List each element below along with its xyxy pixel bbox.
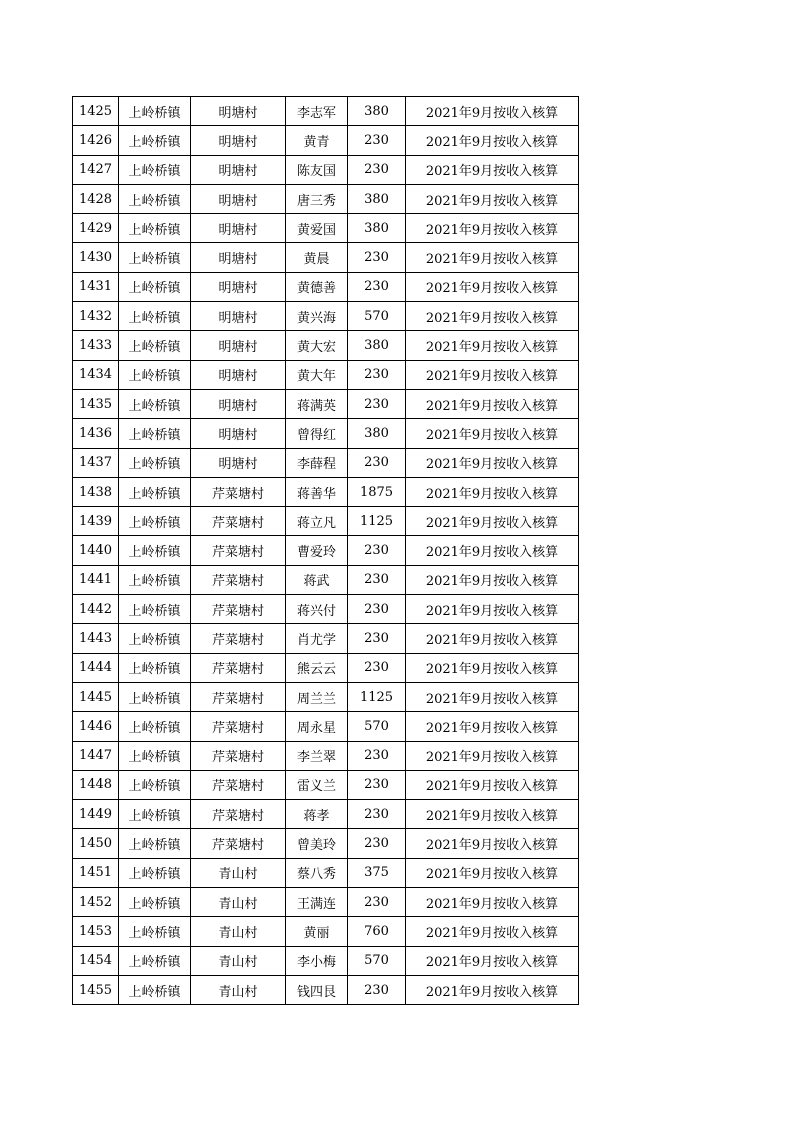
table-row (73, 682, 579, 711)
village-cell: 明塘村 (191, 360, 286, 389)
name-cell: 黄丽 (286, 917, 348, 946)
village-cell: 青山村 (191, 946, 286, 975)
table-row (73, 800, 579, 829)
note-cell: 2021年9月按收入核算 (406, 477, 579, 506)
amount-cell: 230 (348, 126, 406, 155)
village-cell: 芹菜塘村 (191, 682, 286, 711)
amount-cell: 1125 (348, 507, 406, 536)
table-row (73, 536, 579, 565)
town-cell: 上岭桥镇 (119, 770, 191, 799)
name-cell: 蒋兴付 (286, 595, 348, 624)
town-cell: 上岭桥镇 (119, 477, 191, 506)
town-cell: 上岭桥镇 (119, 126, 191, 155)
row-number-cell: 1425 (73, 97, 119, 126)
name-cell: 李薛程 (286, 448, 348, 477)
row-number-cell: 1434 (73, 360, 119, 389)
village-cell: 明塘村 (191, 419, 286, 448)
row-number-cell: 1426 (73, 126, 119, 155)
amount-cell: 760 (348, 917, 406, 946)
village-cell: 芹菜塘村 (191, 565, 286, 594)
village-cell: 青山村 (191, 888, 286, 917)
table-row (73, 595, 579, 624)
row-number-cell: 1454 (73, 946, 119, 975)
table-row (73, 741, 579, 770)
note-cell: 2021年9月按收入核算 (406, 800, 579, 829)
table-row (73, 97, 579, 126)
name-cell: 陈友国 (286, 155, 348, 184)
village-cell: 明塘村 (191, 214, 286, 243)
amount-cell: 230 (348, 624, 406, 653)
amount-cell: 230 (348, 800, 406, 829)
table-body (73, 97, 579, 1005)
name-cell: 黄兴海 (286, 302, 348, 331)
town-cell: 上岭桥镇 (119, 917, 191, 946)
table-row (73, 302, 579, 331)
name-cell: 周兰兰 (286, 682, 348, 711)
amount-cell: 570 (348, 302, 406, 331)
town-cell: 上岭桥镇 (119, 800, 191, 829)
name-cell: 蒋立凡 (286, 507, 348, 536)
amount-cell: 380 (348, 331, 406, 360)
town-cell: 上岭桥镇 (119, 97, 191, 126)
note-cell: 2021年9月按收入核算 (406, 184, 579, 213)
town-cell: 上岭桥镇 (119, 858, 191, 887)
table-row (73, 331, 579, 360)
table-row (73, 214, 579, 243)
name-cell: 蒋满英 (286, 389, 348, 418)
amount-cell: 570 (348, 712, 406, 741)
row-number-cell: 1455 (73, 975, 119, 1004)
town-cell: 上岭桥镇 (119, 682, 191, 711)
row-number-cell: 1445 (73, 682, 119, 711)
note-cell: 2021年9月按收入核算 (406, 565, 579, 594)
amount-cell: 375 (348, 858, 406, 887)
name-cell: 黄德善 (286, 272, 348, 301)
row-number-cell: 1444 (73, 653, 119, 682)
row-number-cell: 1427 (73, 155, 119, 184)
row-number-cell: 1429 (73, 214, 119, 243)
town-cell: 上岭桥镇 (119, 946, 191, 975)
amount-cell: 230 (348, 536, 406, 565)
note-cell: 2021年9月按收入核算 (406, 389, 579, 418)
table-row (73, 858, 579, 887)
row-number-cell: 1453 (73, 917, 119, 946)
note-cell: 2021年9月按收入核算 (406, 975, 579, 1004)
village-cell: 明塘村 (191, 97, 286, 126)
town-cell: 上岭桥镇 (119, 419, 191, 448)
village-cell: 明塘村 (191, 331, 286, 360)
amount-cell: 230 (348, 389, 406, 418)
town-cell: 上岭桥镇 (119, 243, 191, 272)
amount-cell: 230 (348, 888, 406, 917)
name-cell: 蒋武 (286, 565, 348, 594)
amount-cell: 230 (348, 741, 406, 770)
note-cell: 2021年9月按收入核算 (406, 155, 579, 184)
amount-cell: 380 (348, 214, 406, 243)
amount-cell: 230 (348, 829, 406, 858)
town-cell: 上岭桥镇 (119, 829, 191, 858)
town-cell: 上岭桥镇 (119, 975, 191, 1004)
name-cell: 熊云云 (286, 653, 348, 682)
village-cell: 芹菜塘村 (191, 712, 286, 741)
note-cell: 2021年9月按收入核算 (406, 331, 579, 360)
village-cell: 明塘村 (191, 272, 286, 301)
note-cell: 2021年9月按收入核算 (406, 946, 579, 975)
name-cell: 黄爱国 (286, 214, 348, 243)
amount-cell: 380 (348, 419, 406, 448)
row-number-cell: 1447 (73, 741, 119, 770)
note-cell: 2021年9月按收入核算 (406, 126, 579, 155)
amount-cell: 230 (348, 243, 406, 272)
name-cell: 曹爱玲 (286, 536, 348, 565)
note-cell: 2021年9月按收入核算 (406, 214, 579, 243)
row-number-cell: 1439 (73, 507, 119, 536)
table-row (73, 419, 579, 448)
table-row (73, 770, 579, 799)
table-row (73, 653, 579, 682)
row-number-cell: 1431 (73, 272, 119, 301)
table-row (73, 829, 579, 858)
name-cell: 黄晨 (286, 243, 348, 272)
town-cell: 上岭桥镇 (119, 155, 191, 184)
amount-cell: 230 (348, 565, 406, 594)
village-cell: 明塘村 (191, 126, 286, 155)
name-cell: 王满连 (286, 888, 348, 917)
data-table (72, 96, 579, 1005)
village-cell: 芹菜塘村 (191, 624, 286, 653)
name-cell: 黄青 (286, 126, 348, 155)
amount-cell: 230 (348, 360, 406, 389)
table-row (73, 389, 579, 418)
row-number-cell: 1436 (73, 419, 119, 448)
table-row (73, 360, 579, 389)
note-cell: 2021年9月按收入核算 (406, 360, 579, 389)
note-cell: 2021年9月按收入核算 (406, 829, 579, 858)
village-cell: 明塘村 (191, 184, 286, 213)
name-cell: 雷义兰 (286, 770, 348, 799)
note-cell: 2021年9月按收入核算 (406, 770, 579, 799)
town-cell: 上岭桥镇 (119, 565, 191, 594)
town-cell: 上岭桥镇 (119, 448, 191, 477)
name-cell: 唐三秀 (286, 184, 348, 213)
note-cell: 2021年9月按收入核算 (406, 97, 579, 126)
table-row (73, 155, 579, 184)
table-row (73, 184, 579, 213)
amount-cell: 1875 (348, 477, 406, 506)
village-cell: 芹菜塘村 (191, 507, 286, 536)
town-cell: 上岭桥镇 (119, 507, 191, 536)
village-cell: 青山村 (191, 975, 286, 1004)
note-cell: 2021年9月按收入核算 (406, 653, 579, 682)
town-cell: 上岭桥镇 (119, 302, 191, 331)
village-cell: 明塘村 (191, 243, 286, 272)
note-cell: 2021年9月按收入核算 (406, 419, 579, 448)
name-cell: 曾美玲 (286, 829, 348, 858)
table-row (73, 888, 579, 917)
name-cell: 李兰翠 (286, 741, 348, 770)
name-cell: 肖尤学 (286, 624, 348, 653)
village-cell: 芹菜塘村 (191, 653, 286, 682)
amount-cell: 570 (348, 946, 406, 975)
town-cell: 上岭桥镇 (119, 360, 191, 389)
town-cell: 上岭桥镇 (119, 624, 191, 653)
town-cell: 上岭桥镇 (119, 536, 191, 565)
note-cell: 2021年9月按收入核算 (406, 272, 579, 301)
row-number-cell: 1435 (73, 389, 119, 418)
amount-cell: 230 (348, 595, 406, 624)
village-cell: 芹菜塘村 (191, 829, 286, 858)
name-cell: 周永星 (286, 712, 348, 741)
amount-cell: 230 (348, 272, 406, 301)
name-cell: 蒋善华 (286, 477, 348, 506)
name-cell: 曾得红 (286, 419, 348, 448)
row-number-cell: 1450 (73, 829, 119, 858)
note-cell: 2021年9月按收入核算 (406, 712, 579, 741)
note-cell: 2021年9月按收入核算 (406, 682, 579, 711)
amount-cell: 230 (348, 155, 406, 184)
table-row (73, 712, 579, 741)
town-cell: 上岭桥镇 (119, 331, 191, 360)
town-cell: 上岭桥镇 (119, 184, 191, 213)
name-cell: 李志军 (286, 97, 348, 126)
table-row (73, 507, 579, 536)
note-cell: 2021年9月按收入核算 (406, 595, 579, 624)
note-cell: 2021年9月按收入核算 (406, 741, 579, 770)
row-number-cell: 1449 (73, 800, 119, 829)
town-cell: 上岭桥镇 (119, 712, 191, 741)
town-cell: 上岭桥镇 (119, 653, 191, 682)
amount-cell: 230 (348, 975, 406, 1004)
row-number-cell: 1448 (73, 770, 119, 799)
row-number-cell: 1437 (73, 448, 119, 477)
village-cell: 芹菜塘村 (191, 477, 286, 506)
amount-cell: 230 (348, 653, 406, 682)
note-cell: 2021年9月按收入核算 (406, 448, 579, 477)
table-row (73, 272, 579, 301)
village-cell: 芹菜塘村 (191, 536, 286, 565)
name-cell: 黄大宏 (286, 331, 348, 360)
village-cell: 芹菜塘村 (191, 800, 286, 829)
table-row (73, 917, 579, 946)
row-number-cell: 1451 (73, 858, 119, 887)
name-cell: 钱四艮 (286, 975, 348, 1004)
town-cell: 上岭桥镇 (119, 389, 191, 418)
note-cell: 2021年9月按收入核算 (406, 507, 579, 536)
village-cell: 明塘村 (191, 389, 286, 418)
town-cell: 上岭桥镇 (119, 595, 191, 624)
table-row (73, 946, 579, 975)
row-number-cell: 1428 (73, 184, 119, 213)
amount-cell: 380 (348, 184, 406, 213)
table-row (73, 243, 579, 272)
table-row (73, 975, 579, 1004)
village-cell: 青山村 (191, 917, 286, 946)
row-number-cell: 1441 (73, 565, 119, 594)
village-cell: 芹菜塘村 (191, 741, 286, 770)
row-number-cell: 1442 (73, 595, 119, 624)
name-cell: 黄大年 (286, 360, 348, 389)
village-cell: 明塘村 (191, 448, 286, 477)
town-cell: 上岭桥镇 (119, 214, 191, 243)
table-row (73, 126, 579, 155)
town-cell: 上岭桥镇 (119, 272, 191, 301)
village-cell: 明塘村 (191, 155, 286, 184)
table-row (73, 477, 579, 506)
table-row (73, 565, 579, 594)
table-row (73, 624, 579, 653)
note-cell: 2021年9月按收入核算 (406, 243, 579, 272)
note-cell: 2021年9月按收入核算 (406, 917, 579, 946)
table-row (73, 448, 579, 477)
note-cell: 2021年9月按收入核算 (406, 536, 579, 565)
note-cell: 2021年9月按收入核算 (406, 858, 579, 887)
name-cell: 蔡八秀 (286, 858, 348, 887)
row-number-cell: 1438 (73, 477, 119, 506)
row-number-cell: 1452 (73, 888, 119, 917)
amount-cell: 230 (348, 448, 406, 477)
name-cell: 蒋孝 (286, 800, 348, 829)
amount-cell: 230 (348, 770, 406, 799)
village-cell: 芹菜塘村 (191, 595, 286, 624)
note-cell: 2021年9月按收入核算 (406, 624, 579, 653)
row-number-cell: 1440 (73, 536, 119, 565)
town-cell: 上岭桥镇 (119, 888, 191, 917)
village-cell: 青山村 (191, 858, 286, 887)
row-number-cell: 1446 (73, 712, 119, 741)
town-cell: 上岭桥镇 (119, 741, 191, 770)
row-number-cell: 1430 (73, 243, 119, 272)
note-cell: 2021年9月按收入核算 (406, 888, 579, 917)
amount-cell: 380 (348, 97, 406, 126)
row-number-cell: 1433 (73, 331, 119, 360)
row-number-cell: 1432 (73, 302, 119, 331)
note-cell: 2021年9月按收入核算 (406, 302, 579, 331)
village-cell: 明塘村 (191, 302, 286, 331)
name-cell: 李小梅 (286, 946, 348, 975)
village-cell: 芹菜塘村 (191, 770, 286, 799)
row-number-cell: 1443 (73, 624, 119, 653)
amount-cell: 1125 (348, 682, 406, 711)
